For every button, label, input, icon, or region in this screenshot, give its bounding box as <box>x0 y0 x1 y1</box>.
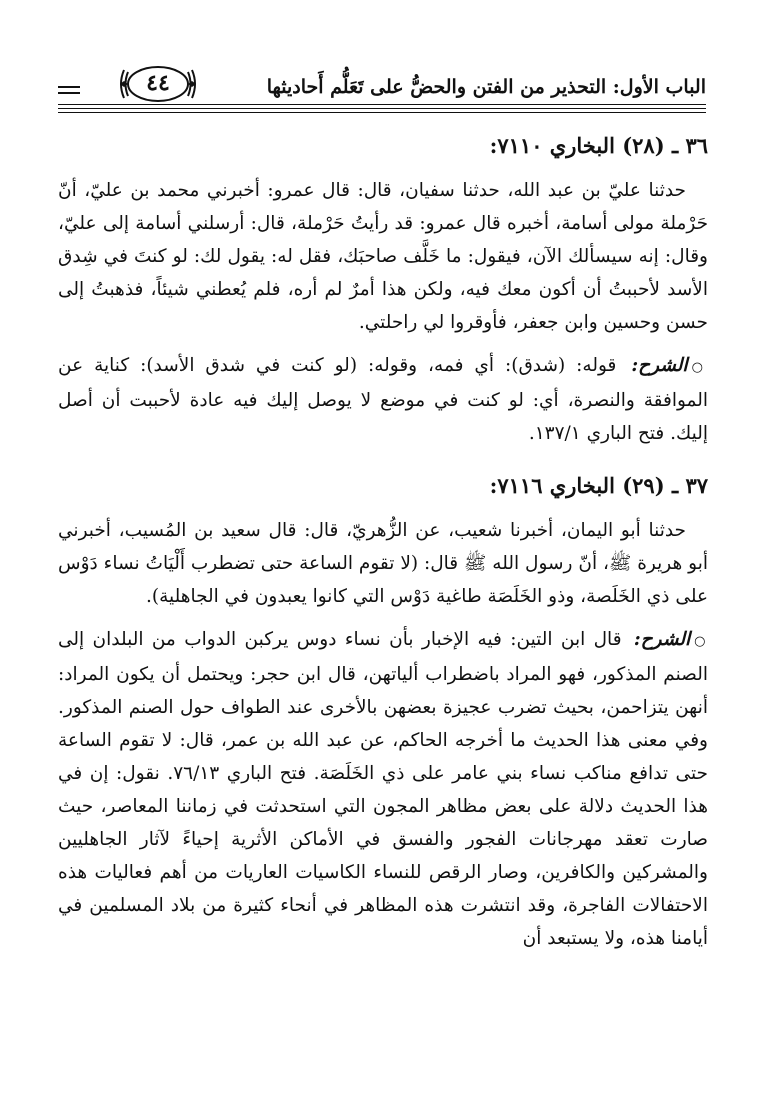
commentary-text: قوله: (شدق): أي فمه، وقوله: (لو كنت في شدق الأسد): كناية عن الموافقة والنصرة، أي: لو كنت في موضع لا يوصل إليك فيه عادة لأحببت أن أصل إليك. فتح الباري ١٣٧/١. <box>58 355 708 444</box>
commentary-paragraph <box>58 349 708 450</box>
page-number: ٤٤ <box>146 70 170 96</box>
commentary-paragraph <box>58 623 708 955</box>
hadith-heading: ٣٦ ـ (٢٨) البخاري ٧١١٠: <box>489 133 708 158</box>
commentary-text: قال ابن التين: فيه الإخبار بأن نساء دوس يركبن الدواب من البلدان إلى الصنم المذكور، فهو المراد باضطراب ألياتهن، قال ابن حجر: ويحتمل أن يكون المراد: أنهن يتزاحمن، بحيث تضرب عجيزة بعضهن بالأخرى عند الطواف حول الصنم المذكور. وفي معنى هذا الحديث ما أخرجه الحاكم، عن عبد الله بن عمر، قال: لا تقوم الساعة حتى تدافع مناكب نساء بني عامر على ذي الخَلَصَة. فتح الباري ٧٦/١٣. نقول: إن في هذا الحديث دلالة على بعض مظاهر المجون التي استحدثت في زماننا المعاصر، حيث صارت تعقد مهرجانات الفجور والفسق في الأماكن الأثرية إحياءً لآثار الجاهليين والمشركين والكافرين، وصار الرقص للنساء الكاسيات العاريات من أهم فعاليات هذه الاحتفالات الفاجرة، وقد انتشرت هذه المظاهر في أنحاء كثيرة من بلاد المسلمين في أيامنا هذه، ولا يستبعد أن <box>58 629 708 949</box>
circle-bullet-icon: ○ <box>691 360 708 375</box>
commentary-label: الشرح: <box>633 629 691 650</box>
page-body <box>58 130 708 965</box>
hadith-text: حدثنا أبو اليمان، أخبرنا شعيب، عن الزُّهريّ، قال: قال سعيد بن المُسيب، أخبرني أبو هريرة ﷺ، أنّ رسول الله ﷺ قال: (لا تقوم الساعة حتى تضطرب أَلْيَاتُ نساء دَوْس على ذي الخَلَصة، وذو الخَلَصَة طاغية دَوْس التي كانوا يعبدون في الجاهلية). <box>58 520 708 607</box>
header-end-mark <box>58 86 80 94</box>
circle-bullet-icon: ○ <box>694 634 708 649</box>
header-rule <box>58 112 706 113</box>
header-rule <box>58 108 706 109</box>
running-header <box>58 62 706 112</box>
page-number-badge <box>114 64 202 104</box>
running-title: الباب الأول: التحذير من الفتن والحضُّ على تَعَلُّم أَحاديثها <box>266 76 706 98</box>
hadith-text: حدثنا عليّ بن عبد الله، حدثنا سفيان، قال: قال عمرو: أخبرني محمد بن عليّ، أنّ حَرْملة مولى أسامة، أخبره قال عمرو: قد رأيتُ حَرْملة، قال: أرسلني أسامة إلى عليّ، وقال: إنه سيسألك الآن، فيقول: ما خَلَّف صاحبَك، فقل له: يقول لك: لو كنتَ في شِدق الأسد لأحببتُ أن أكون معك فيه، ولكن هذا أمرٌ لم أره، فلم يُعطني شيئاً، فذهبتُ إلى حسن وحسين وابن جعفر، فأوقروا لي راحلتي. <box>58 180 708 333</box>
header-rule <box>58 104 706 105</box>
commentary-label: الشرح: <box>631 355 688 376</box>
hadith-heading: ٣٧ ـ (٢٩) البخاري ٧١١٦: <box>489 473 708 498</box>
